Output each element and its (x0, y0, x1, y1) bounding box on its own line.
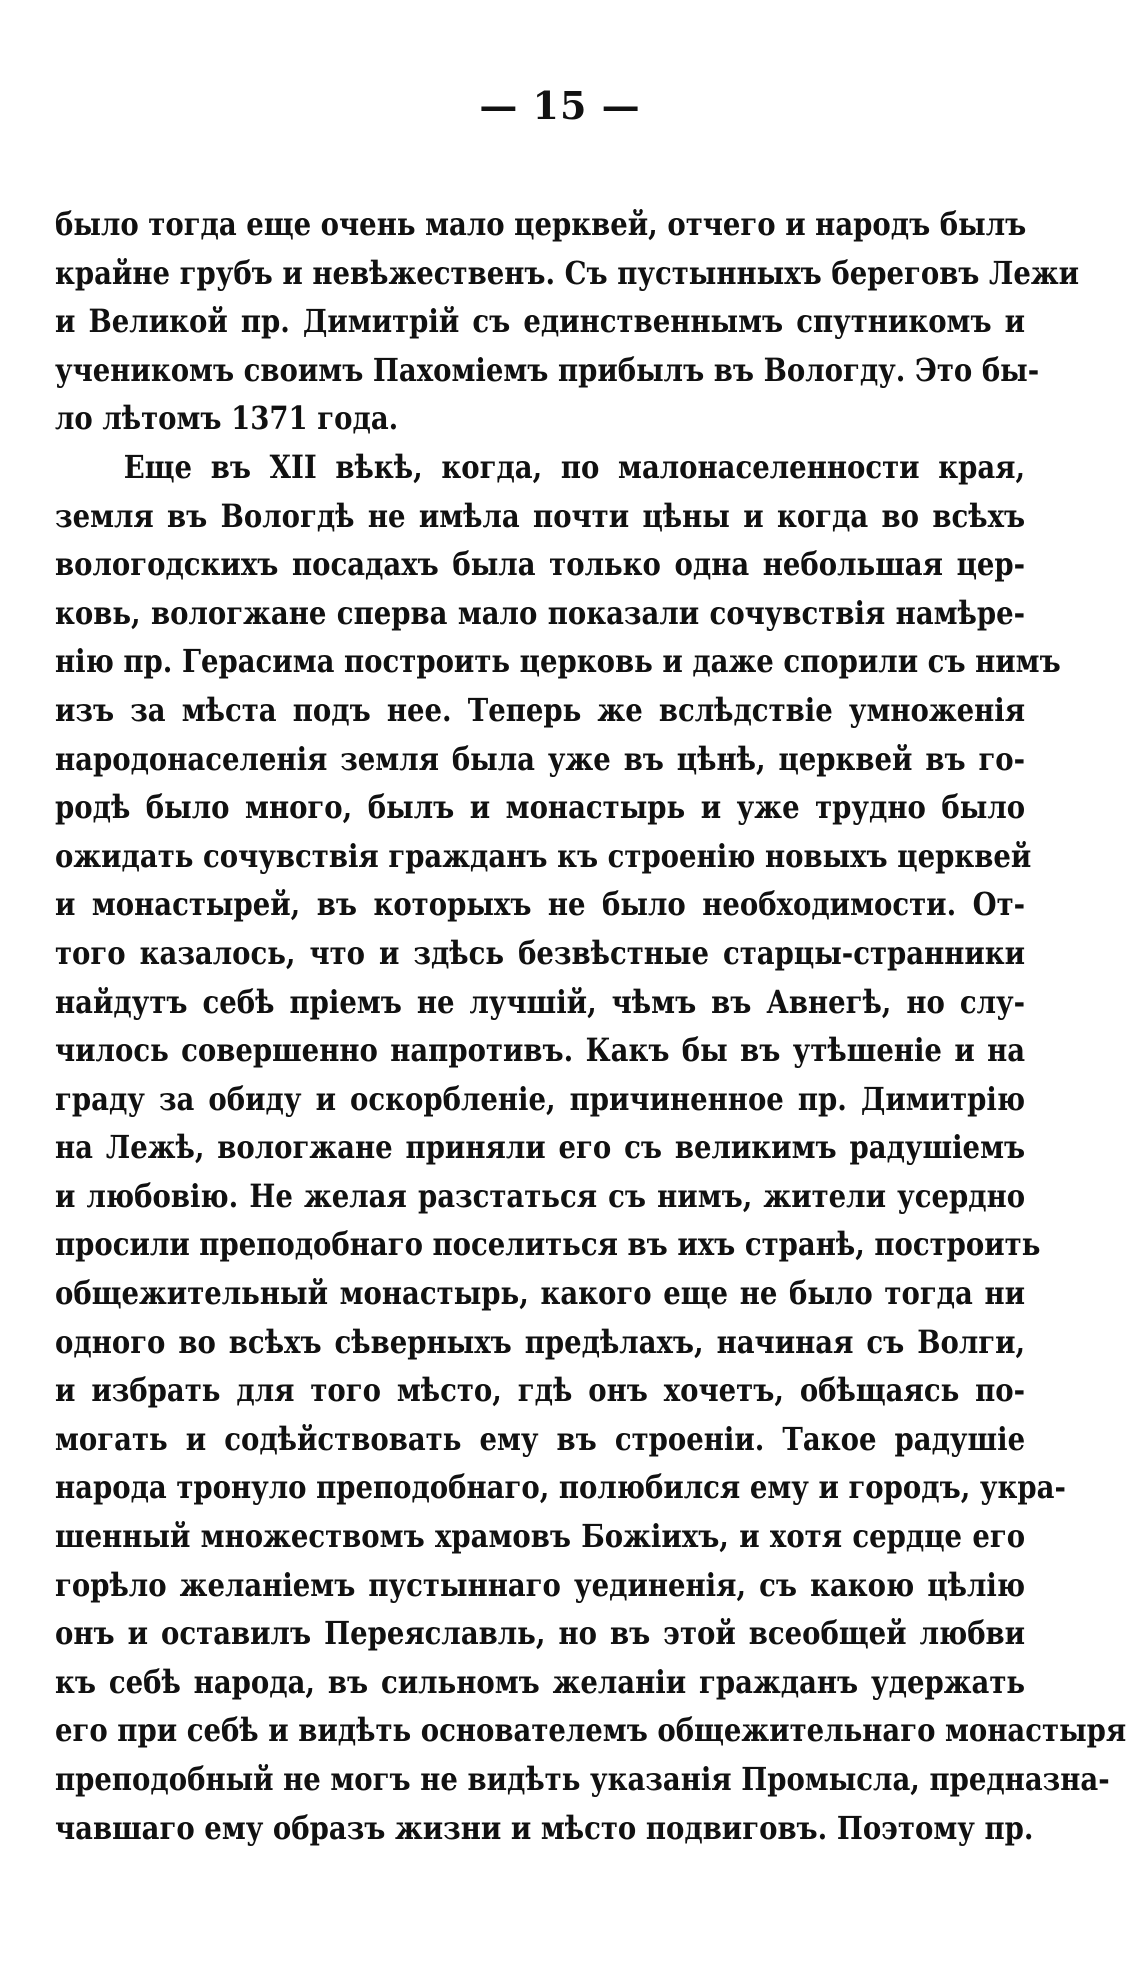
text-line: крайне грубъ и невѣжественъ. Съ пустынныхъ береговъ Лежи (55, 253, 1080, 292)
text-line: Еще въ XII вѣкѣ, когда, по малонаселенности края, (123, 447, 1026, 486)
text-line: родѣ было много, былъ и монастырь и уже трудно было (55, 788, 1026, 827)
body-text (55, 200, 1127, 1852)
paragraph-2 (55, 443, 1127, 1852)
text-line: одного во всѣхъ сѣверныхъ предѣлахъ, начиная съ Волги, (55, 1322, 1026, 1361)
text-line: преподобный не могъ не видѣть указанія Промысла, предназна- (55, 1760, 1110, 1798)
text-line: и избрать для того мѣсто, гдѣ онъ хочетъ, обѣщаясь по- (55, 1371, 1026, 1410)
text-line: найдутъ себѣ пріемъ не лучшій, чѣмъ въ Авнегѣ, но слу- (55, 982, 1026, 1021)
text-line: ученикомъ своимъ Пахоміемъ прибылъ въ Вологду. Это бы- (55, 350, 1040, 389)
text-line: земля въ Вологдѣ не имѣла почти цѣны и когда во всѣхъ (55, 496, 1026, 535)
text-line: онъ и оставилъ Переяславль, но въ этой всеобщей любви (55, 1614, 1026, 1653)
text-line: просили преподобнаго поселиться въ ихъ странѣ, построить (55, 1225, 1041, 1264)
text-line: и Великой пр. Димитрій съ единственнымъ спутникомъ и (55, 302, 1026, 341)
text-line: ковь, вологжане сперва мало показали сочувствія намѣре- (55, 593, 1026, 632)
text-line: было тогда еще очень мало церквей, отчего и народъ былъ (55, 205, 1027, 243)
text-line: народа тронуло преподобнаго, полюбился ему и городъ, укра- (55, 1468, 1066, 1507)
text-line: того казалось, что и здѣсь безвѣстные старцы-странники (55, 933, 1026, 972)
text-line: общежительный монастырь, какого еще не было тогда ни (55, 1274, 1026, 1313)
text-line: чилось совершенно напротивъ. Какъ бы въ утѣшеніе и на (55, 1031, 1026, 1070)
text-line: народонаселенія земля была уже въ цѣнѣ, церквей въ го- (55, 739, 1026, 778)
text-line: граду за обиду и оскорбленіе, причиненное пр. Димитрію (55, 1079, 1026, 1118)
text-line: и любовію. Не желая разстаться съ нимъ, жители усердно (55, 1176, 1026, 1215)
text-line: на Лежѣ, вологжане приняли его съ великимъ радушіемъ (55, 1128, 1026, 1167)
page-number: — 15 — (479, 83, 641, 128)
text-line: ло лѣтомъ 1371 года. (55, 399, 399, 438)
text-line: шенный множествомъ храмовъ Божіихъ, и хотя сердце его (55, 1517, 1026, 1556)
text-line: къ себѣ народа, въ сильномъ желаніи гражданъ удержать (55, 1662, 1026, 1701)
text-line: вологодскихъ посадахъ была только одна небольшая цер- (55, 545, 1026, 584)
text-line: его при себѣ и видѣть основателемъ общежительнаго монастыря (55, 1711, 1127, 1750)
text-line: могать и содѣйствовать ему въ строеніи. Такое радушіе (55, 1419, 1026, 1458)
text-line: чавшаго ему образъ жизни и мѣсто подвиговъ. Поэтому пр. (55, 1808, 1034, 1847)
text-line: ожидать сочувствія гражданъ къ строенію новыхъ церквей (55, 836, 1032, 875)
text-line: горѣло желаніемъ пустыннаго уединенія, съ какою цѣлію (55, 1565, 1026, 1604)
text-line: изъ за мѣста подъ нее. Теперь же вслѣдствіе умноженія (55, 690, 1026, 729)
text-line: нію пр. Герасима построить церковь и даже спорили съ нимъ (55, 642, 1061, 681)
text-line: и монастырей, въ которыхъ не было необходимости. От- (55, 885, 1026, 924)
paragraph-1 (55, 200, 1080, 443)
